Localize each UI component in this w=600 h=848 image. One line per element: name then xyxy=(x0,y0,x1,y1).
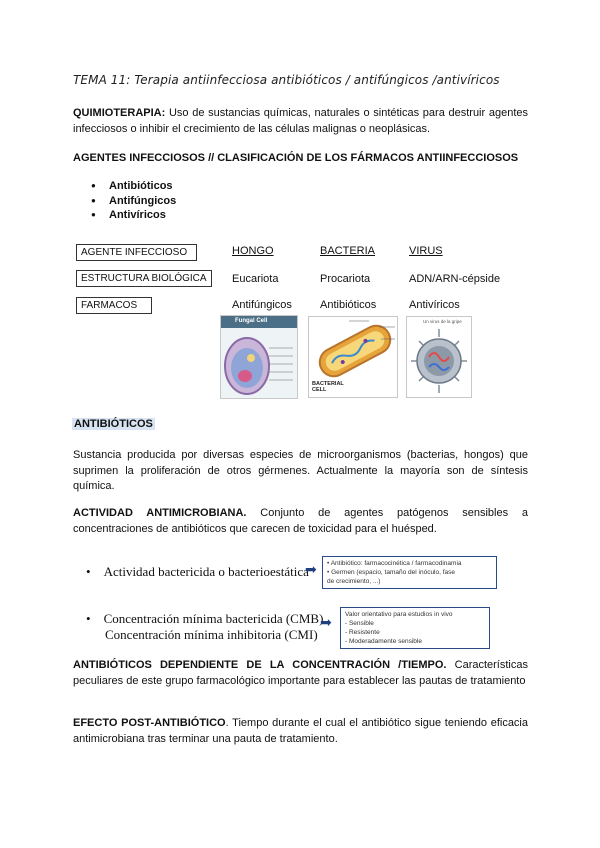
row-label-agente: AGENTE INFECCIOSO xyxy=(76,244,197,261)
diagram1-line: • Antibiótico: farmacocinética / farmacodinamia xyxy=(327,560,462,567)
fungal-cell-image xyxy=(220,315,298,399)
row-label-farmacos: FARMACOS xyxy=(76,297,152,314)
post-antibiotico-paragraph xyxy=(73,716,528,747)
column-header-virus: VIRUS xyxy=(409,245,443,257)
diagram2-line: - Sensible xyxy=(345,620,374,627)
bacterial-label-line2: CELL xyxy=(312,387,327,393)
cell-virus-farmaco: Antivíricos xyxy=(409,299,460,311)
page-title: TEMA 11: Terapia antiinfecciosa antibióticos / antifúngicos /antivíricos xyxy=(73,73,500,87)
dependiente-paragraph xyxy=(73,658,528,689)
antibioticos-heading xyxy=(72,418,155,430)
dependiente-label: ANTIBIÓTICOS DEPENDIENTE DE LA CONCENTRACIÓN /TIEMPO. xyxy=(73,659,447,671)
bacterial-label-line1: BACTERIAL xyxy=(312,381,344,387)
list-item: ● Antibióticos xyxy=(91,179,176,194)
arrow-right-icon: ➡ xyxy=(320,614,332,630)
fungal-cell-label: Fungal Cell xyxy=(235,318,268,324)
quimioterapia-label: QUIMIOTERAPIA: xyxy=(73,107,166,119)
column-header-hongo: HONGO xyxy=(232,245,274,257)
diagram1-line: de crecimiento, ...) xyxy=(327,578,381,585)
bacterial-cell-label xyxy=(312,381,344,393)
antibioticos-heading-text: ANTIBIÓTICOS xyxy=(74,418,153,430)
diagram2-line: - Moderadamente sensible xyxy=(345,638,422,645)
diagram2-bullet: • Concentración mínima bactericida (CMB) Concentración mínima inhibitoria (CMI) xyxy=(86,611,324,642)
diagram1-info-box xyxy=(322,556,497,589)
diagram2-line: - Resistente xyxy=(345,629,380,636)
cell-hongo-estructura: Eucariota xyxy=(232,273,279,285)
diagram2-line: Valor orientativo para estudios in vivo xyxy=(345,611,453,618)
bacterial-cell-image xyxy=(308,316,398,398)
virus-label: Un virus de la gripe xyxy=(423,319,462,324)
cell-bacteria-estructura: Procariota xyxy=(320,273,371,285)
virus-image xyxy=(406,316,472,398)
post-antibiotico-label: EFECTO POST-ANTIBIÓTICO xyxy=(73,717,226,729)
quimioterapia-text: Uso de sustancias químicas, naturales o sintéticas para destruir agentes infecciosos o inhibir el crecimiento de las células malignas o neoplásicas. xyxy=(73,107,528,135)
actividad-label: ACTIVIDAD ANTIMICROBIANA. xyxy=(73,507,247,519)
fungal-cell-illustration xyxy=(221,328,297,398)
column-header-bacteria: BACTERIA xyxy=(320,245,376,257)
cell-bacteria-farmaco: Antibióticos xyxy=(320,299,377,311)
drug-class-list xyxy=(91,179,176,223)
arrow-right-icon: ➡ xyxy=(305,561,317,577)
cell-hongo-farmaco: Antifúngicos xyxy=(232,299,292,311)
diagram1-bullet: • Actividad bactericida o bacterioestática xyxy=(86,564,309,579)
antibioticos-paragraph: Sustancia producida por diversas especies de microorganismos (bacterias, hongos) que suprimen la proliferación de otros gérmenes. Actualmente la mayoría son de síntesis química. xyxy=(73,449,528,492)
diagram2-line1: Concentración mínima bactericida (CMB) xyxy=(103,611,324,626)
dependiente-text: Características peculiares de este grupo farmacológico importante para establecer las pautas de tratamiento xyxy=(73,659,528,687)
agentes-heading: AGENTES INFECCIOSOS // CLASIFICACIÓN DE LOS FÁRMACOS ANTIINFECCIOSOS xyxy=(73,152,519,164)
list-item: ● Antivíricos xyxy=(91,208,176,223)
list-item: ● Antifúngicos xyxy=(91,194,176,209)
actividad-paragraph xyxy=(73,506,528,537)
row-label-estructura: ESTRUCTURA BIOLÓGICA xyxy=(76,270,212,287)
virus-illustration xyxy=(407,325,471,397)
cell-virus-estructura: ADN/ARN-cépside xyxy=(409,273,501,285)
diagram2-line2: Concentración mínima inhibitoria (CMI) xyxy=(105,627,318,642)
quimioterapia-paragraph xyxy=(73,106,528,137)
diagram1-text: Actividad bactericida o bacterioestática xyxy=(103,564,309,579)
actividad-text: Conjunto de agentes patógenos sensibles a concentraciones de antibióticos que carecen de toxicidad para el huésped. xyxy=(73,507,528,535)
post-antibiotico-text: . Tiempo durante el cual el antibiótico sigue teniendo eficacia antimicrobiana tras terminar una pauta de tratamiento. xyxy=(73,717,528,745)
diagram2-info-box xyxy=(340,607,490,649)
diagram1-line: • Germen (espacio, tamaño del inóculo, fase xyxy=(327,569,456,576)
